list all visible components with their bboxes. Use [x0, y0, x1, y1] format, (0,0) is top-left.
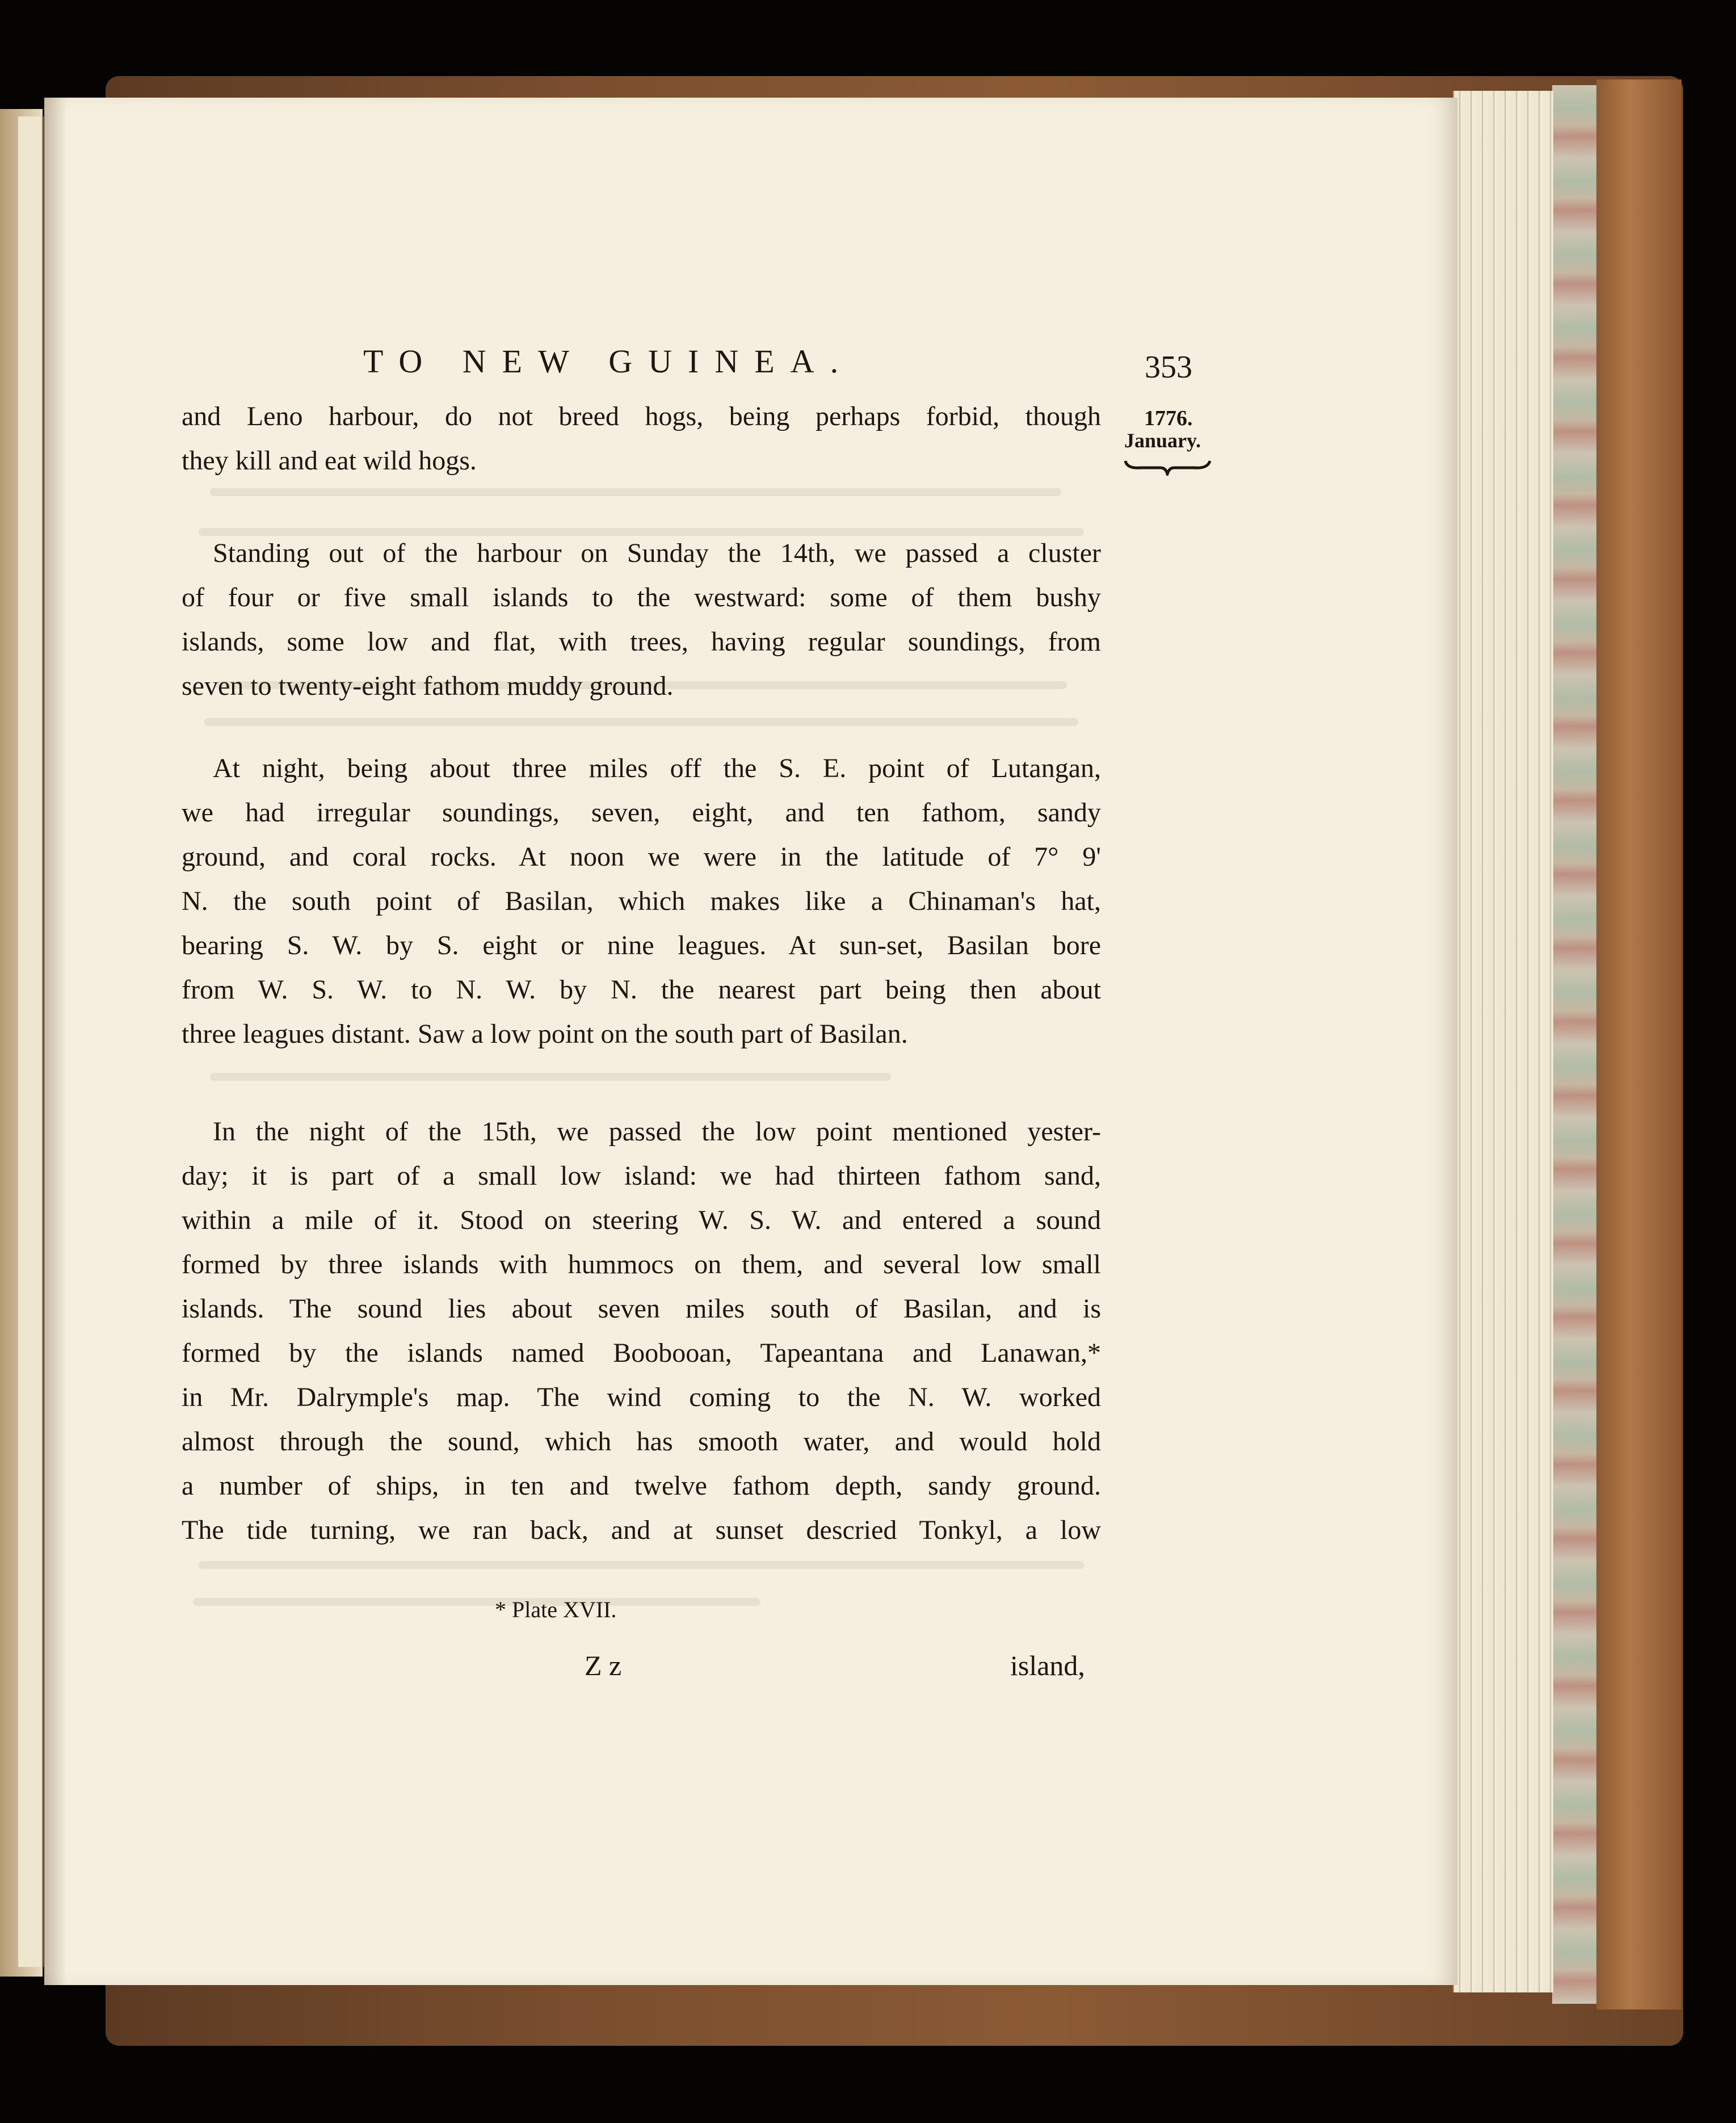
paragraph-3 [182, 746, 1101, 1056]
text-line: bearing S. W. by S. eight or nine leagues. At sun-set, Basilan bore [182, 930, 1101, 960]
text-line: they kill and eat wild hogs. [182, 446, 477, 476]
text-line: three leagues distant. Saw a low point on the south part of Basilan. [182, 1019, 908, 1049]
text-line: The tide turning, we ran back, and at sunset descried Tonkyl, a low [182, 1515, 1101, 1545]
text-line: islands, some low and flat, with trees, having regular soundings, from [182, 627, 1101, 657]
text-line: islands. The sound lies about seven miles south of Basilan, and is [182, 1294, 1101, 1324]
text-line: day; it is part of a small low island: we had thirteen fathom sand, [182, 1161, 1101, 1191]
page-fore-edge [1453, 91, 1553, 1992]
text-line: within a mile of it. Stood on steering W. S. W. and entered a sound [182, 1205, 1101, 1235]
paragraph-4 [182, 1110, 1101, 1553]
book-spine [1596, 79, 1682, 2009]
signature-mark: Z z [585, 1650, 622, 1681]
text-line: ground, and coral rocks. At noon we were in the latitude of 7° 9' [182, 842, 1101, 872]
text-line: we had irregular soundings, seven, eight, and ten fathom, sandy [182, 798, 1101, 828]
text-line: Standing out of the harbour on Sunday the 14th, we passed a cluster [213, 538, 1101, 568]
text-line: almost through the sound, which has smooth water, and would hold [182, 1426, 1101, 1457]
text-line: of four or five small islands to the westward: some of them bushy [182, 582, 1101, 612]
text-line: In the night of the 15th, we passed the low point mentioned yester- [213, 1117, 1101, 1147]
running-head: TO NEW GUINEA. [363, 343, 855, 380]
text-line: N. the south point of Basilan, which makes like a Chinaman's hat, [182, 886, 1101, 916]
text-line: in Mr. Dalrymple's map. The wind coming to the N. W. worked [182, 1382, 1101, 1412]
catchword: island, [1010, 1650, 1085, 1681]
page-number: 353 [1145, 350, 1192, 385]
paragraph-2 [182, 531, 1101, 708]
left-page-inner [18, 116, 44, 1967]
footnote: * Plate XVII. [495, 1597, 617, 1622]
margin-brace-icon [1124, 459, 1212, 476]
text-line: and Leno harbour, do not breed hogs, being perhaps forbid, though [182, 401, 1101, 431]
paragraph-1 [182, 395, 1101, 483]
text-line: seven to twenty-eight fathom muddy ground. [182, 671, 674, 701]
margin-note-year: 1776. [1144, 406, 1193, 430]
text-line: a number of ships, in ten and twelve fathom depth, sandy ground. [182, 1471, 1101, 1501]
text-line: formed by the islands named Boobooan, Tapeantana and Lanawan,* [182, 1338, 1101, 1368]
margin-note-month: January. [1124, 429, 1201, 452]
text-line: from W. S. W. to N. W. by N. the nearest part being then about [182, 975, 1101, 1005]
page-gutter-shadow [44, 98, 67, 1985]
marbled-edge [1552, 85, 1596, 2004]
text-line: At night, being about three miles off the S. E. point of Lutangan, [213, 753, 1101, 783]
text-line: formed by three islands with hummocs on them, and several low small [182, 1249, 1101, 1279]
